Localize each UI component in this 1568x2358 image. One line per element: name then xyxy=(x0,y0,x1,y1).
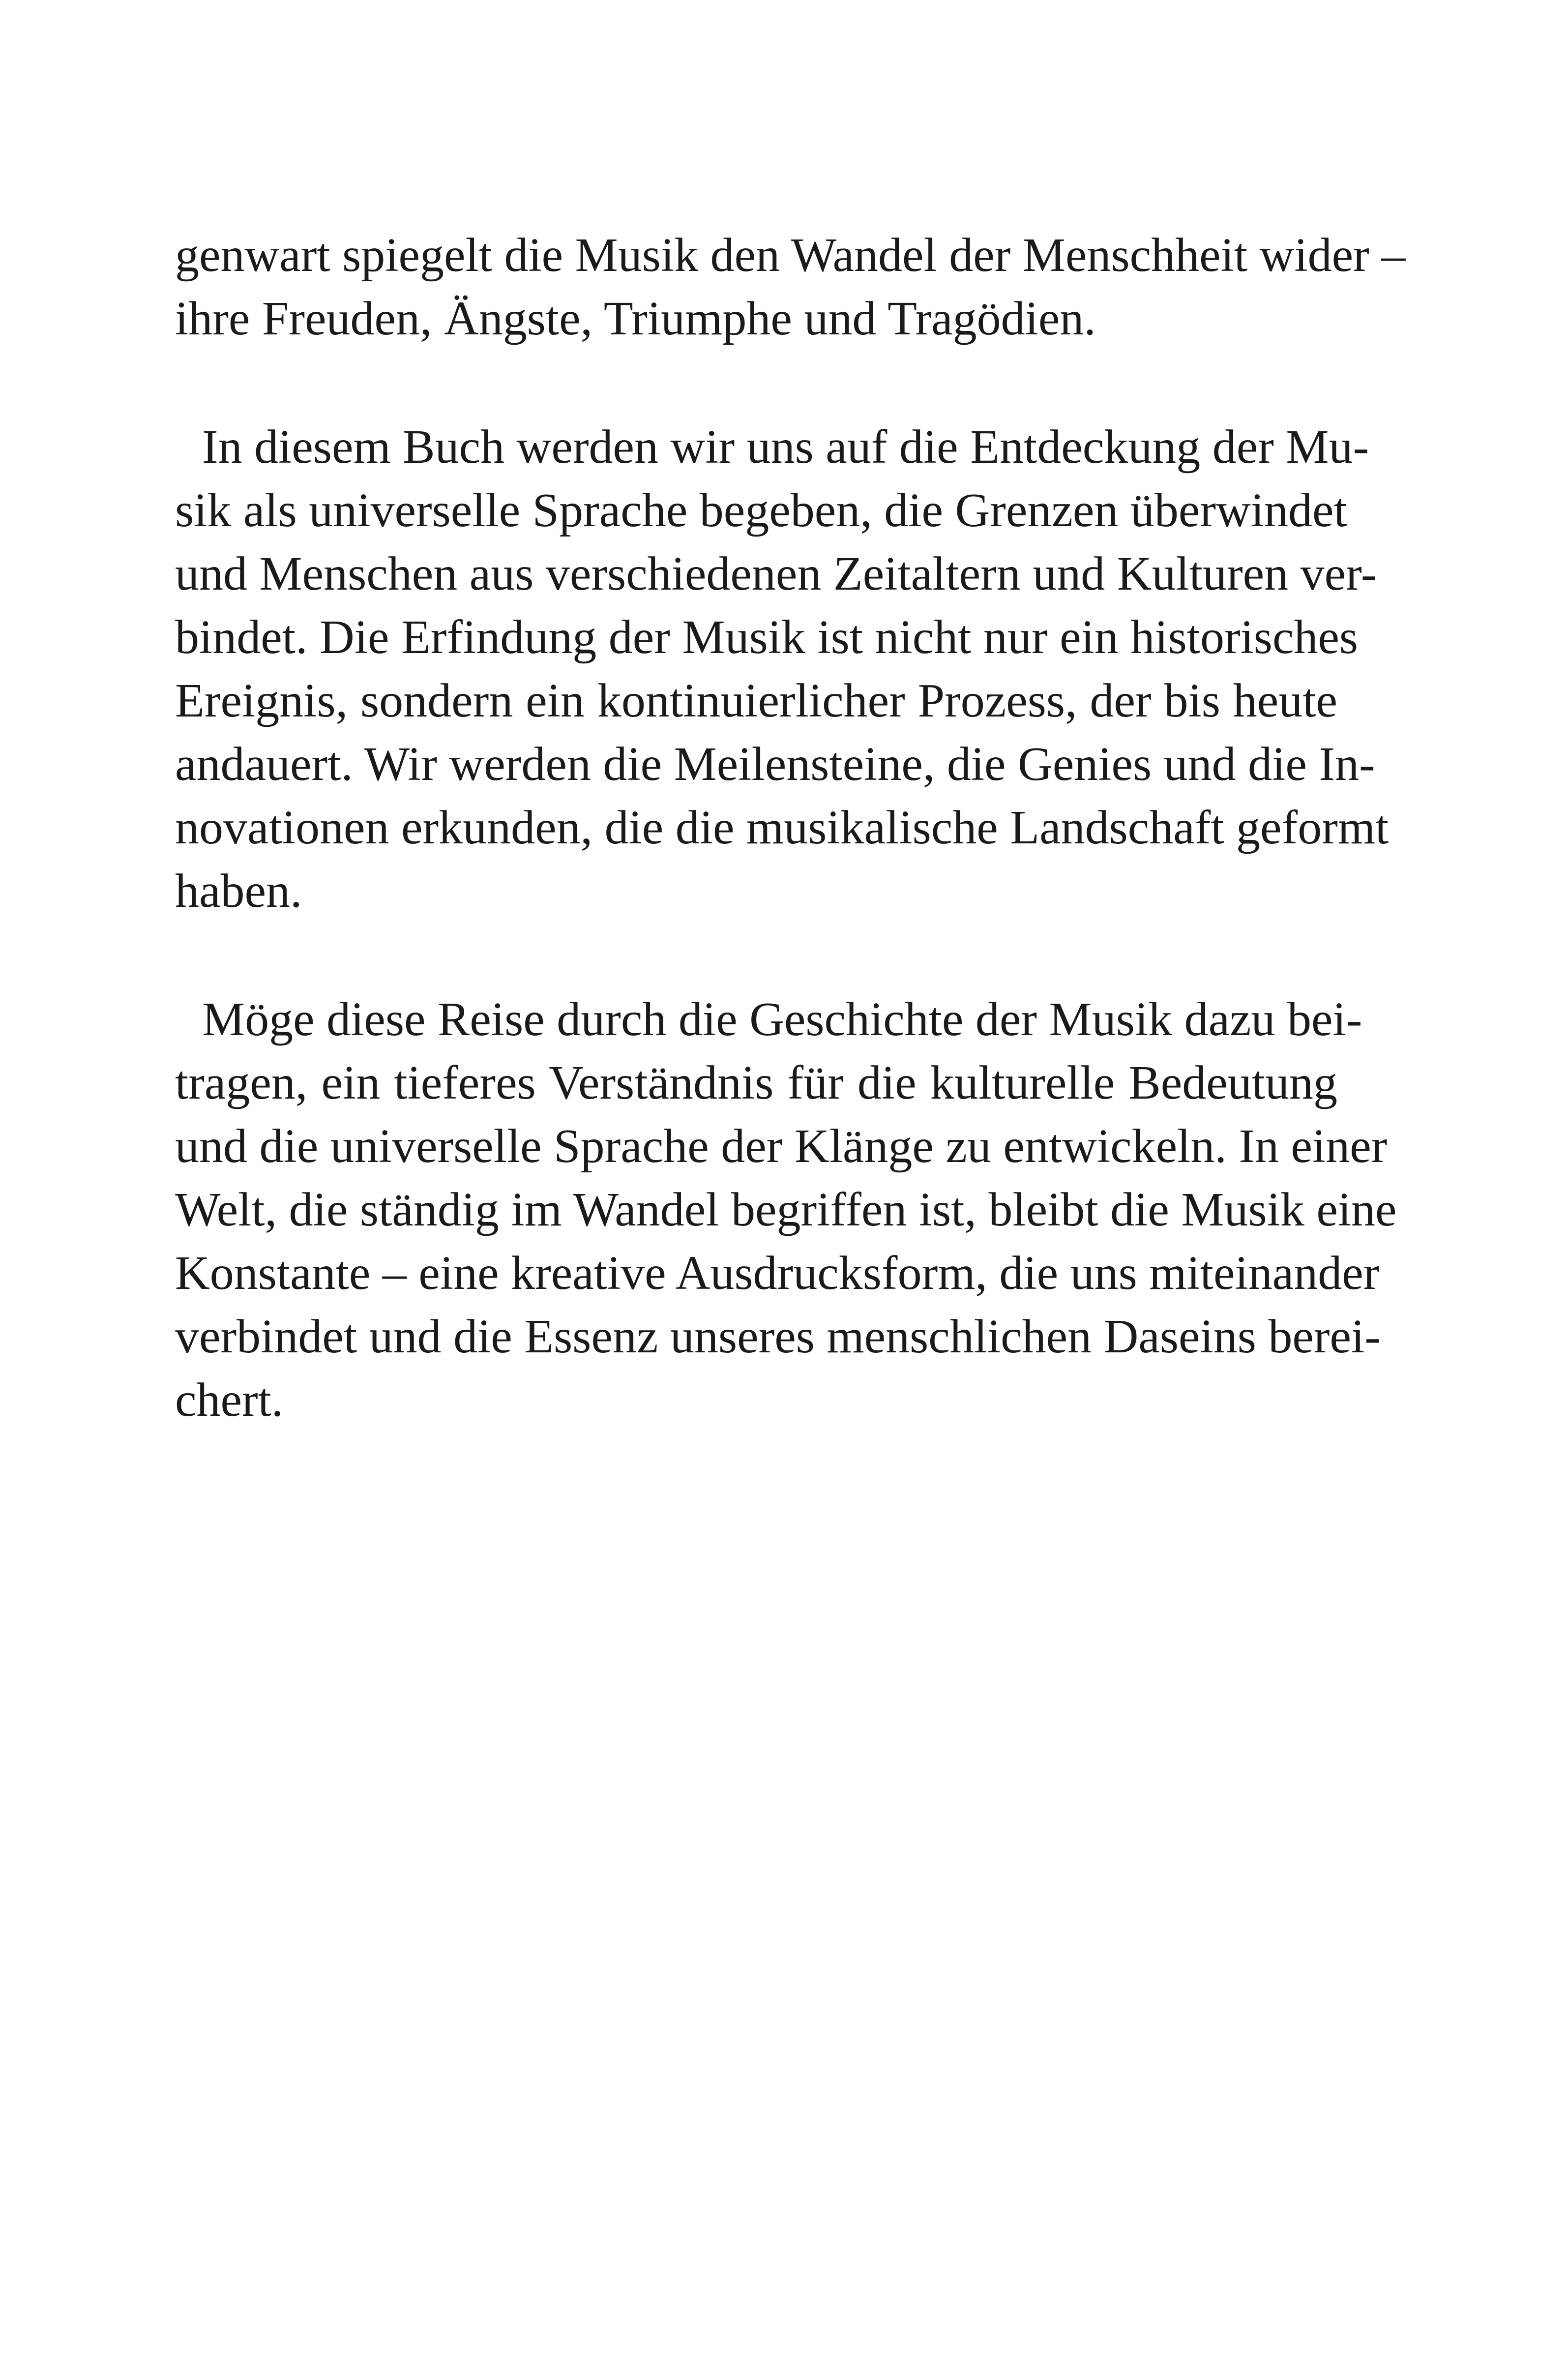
body-text xyxy=(175,224,1406,1432)
text-line: Welt, die ständig im Wandel begriffen ist, bleibt die Musik eine xyxy=(175,1183,1397,1236)
paragraph-2 xyxy=(175,416,1389,923)
text-line: novationen erkunden, die die musikalische Landschaft geformt xyxy=(175,801,1389,854)
text-line: und die universelle Sprache der Klänge zu entwickeln. In einer xyxy=(175,1120,1388,1173)
text-line: bindet. Die Erfindung der Musik ist nicht nur ein historisches xyxy=(175,611,1359,664)
text-line: sik als universelle Sprache begeben, die Grenzen überwindet xyxy=(175,484,1347,537)
text-line: chert. xyxy=(175,1373,284,1427)
paragraph-1 xyxy=(175,224,1406,351)
text-line: In diesem Buch werden wir uns auf die Entdeckung der Mu- xyxy=(202,420,1369,474)
paragraph-spacer xyxy=(175,923,1337,988)
text-line: tragen, ein tieferes Verständnis für die kulturelle Bedeutung xyxy=(175,1056,1337,1109)
text-line: Möge diese Reise durch die Geschichte der Musik dazu bei- xyxy=(202,993,1362,1046)
text-line: andauert. Wir werden die Meilensteine, die Genies und die In- xyxy=(175,738,1375,791)
paragraph-3 xyxy=(175,988,1397,1432)
text-line: haben. xyxy=(175,865,302,918)
text-line: verbindet und die Essenz unseres menschlichen Daseins berei- xyxy=(175,1310,1381,1363)
paragraph-spacer xyxy=(175,351,1337,416)
text-line: und Menschen aus verschiedenen Zeitaltern und Kulturen ver- xyxy=(175,547,1377,600)
text-line: Ereignis, sondern ein kontinuierlicher Prozess, der bis heute xyxy=(175,674,1337,727)
text-line: genwart spiegelt die Musik den Wandel der Menschheit wider – xyxy=(175,229,1406,282)
text-line: ihre Freuden, Ängste, Triumphe und Tragödien. xyxy=(175,292,1096,345)
text-line: Konstante – eine kreative Ausdrucksform, die uns miteinander xyxy=(175,1247,1380,1300)
